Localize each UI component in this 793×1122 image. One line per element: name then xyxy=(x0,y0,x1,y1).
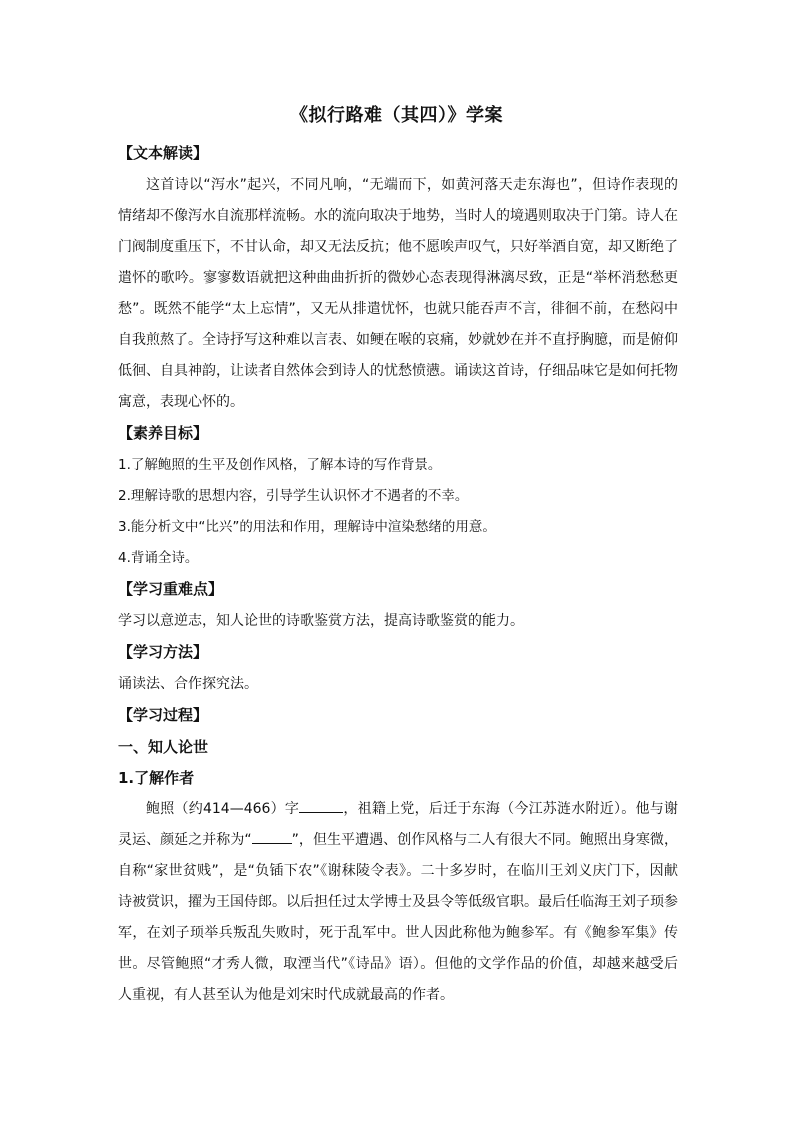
author-paragraph xyxy=(118,794,678,1011)
goal-item: 3.能分析文中“比兴”的用法和作用，理解诗中渲染愁绪的用意。 xyxy=(118,519,496,535)
goal-item: 4.背诵全诗。 xyxy=(118,550,199,566)
section-heading-text-reading: 【文本解读】 xyxy=(118,144,209,162)
methods-paragraph: 诵读法、合作探究法。 xyxy=(118,676,258,692)
subheading-know-author: 1.了解作者 xyxy=(118,769,195,787)
author-text-part: 鲍照（约414—466）字 xyxy=(146,801,300,817)
goal-item: 2.理解诗歌的思想内容，引导学生认识怀才不遇者的不幸。 xyxy=(118,488,469,504)
key-points-paragraph: 学习以意逆志，知人论世的诗歌鉴赏方法，提高诗歌鉴赏的能力。 xyxy=(118,613,524,629)
section-heading-key-points: 【学习重难点】 xyxy=(118,580,224,598)
fill-blank-joint-title[interactable] xyxy=(252,829,292,844)
author-text-part: ”，但生平遭遇、创作风格与二人有很大不同。鲍照出身寒微，自称“家世贫贱”，是“负锸下农”《谢秣陵令表》。二十多岁时，在临川王刘义庆门下，因献诗被赏识，擢为王国侍郎。以后担任过太学博士及县令等低级官职。最后任临海王刘子顼参军，在刘子顼举兵叛乱失败时，死于乱军中。世人因此称他为鲍参军。有《鲍参军集》传世。尽管鲍照“才秀人微，取湮当代”《诗品》语）。但他的文学作品的价值，却越来越受后人重视，有人甚至认为他是刘宋时代成就最高的作者。 xyxy=(118,832,678,1003)
goal-item: 1.了解鲍照的生平及创作风格，了解本诗的写作背景。 xyxy=(118,457,442,473)
fill-blank-courtesy-name[interactable] xyxy=(299,798,343,813)
section-heading-methods: 【学习方法】 xyxy=(118,643,209,661)
page-title: 《拟行路难（其四）》学案 xyxy=(290,105,503,126)
section-heading-goals: 【素养目标】 xyxy=(118,424,209,442)
section-heading-process: 【学习过程】 xyxy=(118,706,209,724)
part-heading-know-author: 一、知人论世 xyxy=(118,738,209,756)
document-body xyxy=(118,140,678,1011)
author-text-part: ，祖籍上党，后迁于东海（今江苏涟水附近）。他与谢灵运、颜延之并称为“ xyxy=(118,801,678,848)
text-reading-paragraph: 这首诗以“泻水”起兴，不同凡响，“无端而下，如黄河落天走东海也”，但诗作表现的情绪却不像泻水自流那样流畅。水的流向取决于地势，当时人的境遇则取决于门第。诗人在门阀制度重压下，不甘认命，却又无法反抗；他不愿唉声叹气，只好举酒自宽，却又断绝了遣怀的歌吟。寥寥数语就把这种曲曲折折的微妙心态表现得淋漓尽致，正是“举杯消愁愁更愁”。既然不能学“太上忘情”，又无从排遣忧怀，也就只能吞声不言，徘徊不前，在愁闷中自我煎熬了。全诗抒写这种难以言表、如鲠在喉的哀痛，妙就妙在并不直抒胸臆，而是俯仰低徊、自具神韵，让读者自然体会到诗人的忧愁愤懑。诵读这首诗，仔细品味它是如何托物寓意，表现心怀的。 xyxy=(118,177,678,410)
